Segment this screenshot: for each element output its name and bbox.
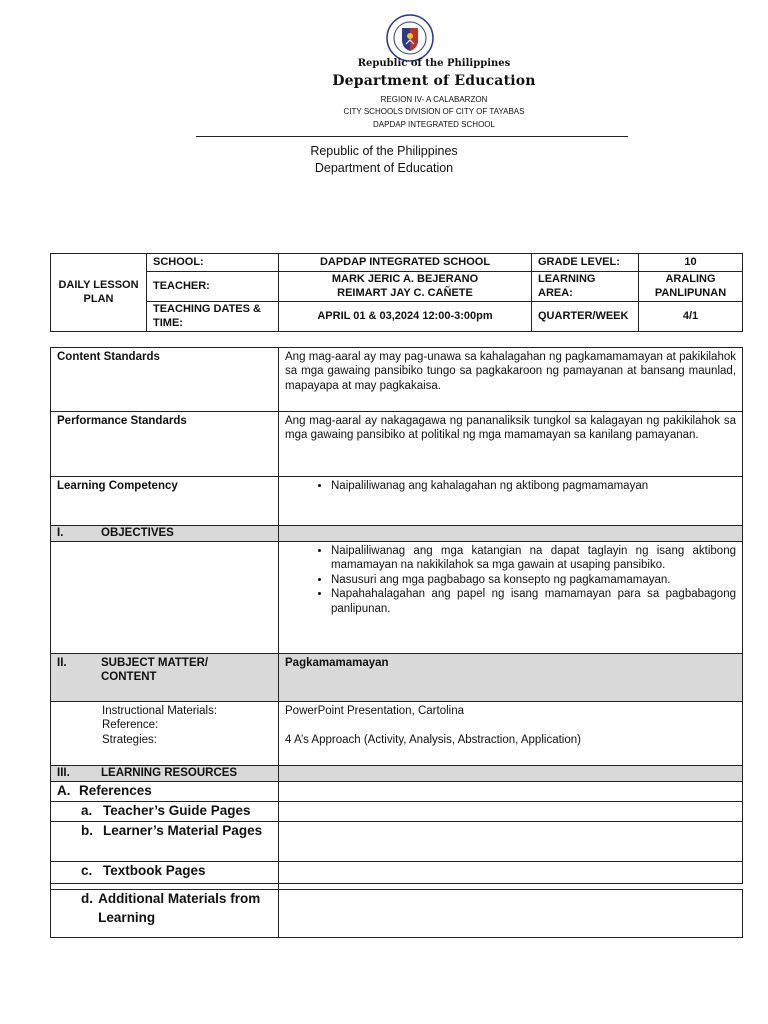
resources-heading-blank [279,766,743,782]
teacher-value [279,272,532,302]
objectives-heading [51,526,279,542]
subject-label-1: SUBJECT MATTER/ [101,657,209,669]
learners-material-letter: b. [81,822,93,838]
content-standards-text: Ang mag-aaral ay may pag-unawa sa kahalagahan ng pagkamamamayan at pakikilahok sa mga gawaing pansibiko tungo sa pagkakaroon ng pamayanan at bansang maunlad, mapayapa at may pagkakaisa. [279,348,743,412]
additional-materials-label: Additional Materials from Learning [98,890,261,925]
table-row [51,542,743,654]
table-row [51,861,743,883]
additional-materials-blank [279,889,743,937]
header-division: CITY SCHOOLS DIVISION OF CITY OF TAYABAS [343,107,525,116]
textbook-blank [279,861,743,883]
objectives-cell [279,542,743,654]
resources-label: LEARNING RESOURCES [101,767,238,779]
deped-seal-icon [386,14,434,62]
quarter-label: QUARTER/WEEK [532,302,639,332]
learning-competency-label: Learning Competency [51,477,279,526]
list-item: • Naipaliliwanag ang mga katangian na dapat taglayin ng isang aktibong mamamayan na nakikilahok sa mga gawain at usaping pansibiko. [331,544,736,573]
dates-label: TEACHING DATES & TIME: [147,302,279,332]
header-divider [196,136,628,137]
subject-heading [51,654,279,702]
materials-values [279,702,743,766]
strategies-value: 4 A’s Approach (Activity, Analysis, Abstraction, Application) [285,733,581,746]
table-row [51,889,743,937]
objectives-number: I. [57,527,64,539]
teachers-guide-blank [279,801,743,821]
objectives-blank [51,542,279,654]
resources-heading [51,766,279,782]
table-row [51,782,743,802]
quarter-value: 4/1 [639,302,743,332]
teachers-guide-cell [51,801,279,821]
objectives-label: OBJECTIVES [101,527,174,539]
dlp-title: DAILY LESSON PLAN [51,254,147,332]
subject-number: II. [57,657,67,669]
subheader-department: Department of Education [314,161,454,175]
school-label: SCHOOL: [147,254,279,272]
header-department: Department of Education [332,73,536,89]
header-republic: Republic of the Philippines [357,58,511,69]
resources-number: III. [57,767,70,779]
area-value: ARALING PANLIPUNAN [639,272,743,302]
materials-value: PowerPoint Presentation, Cartolina [285,705,464,717]
lesson-plan-table [50,347,743,938]
references-letter: A. [57,783,71,798]
teacher-name-2: REIMART JAY C. CAÑETE [337,286,473,299]
teachers-guide-letter: a. [81,802,93,818]
learners-material-blank [279,821,743,861]
additional-materials-cell [51,889,279,937]
subheader-republic: Republic of the Philippines [310,144,458,158]
performance-standards-label: Performance Standards [51,412,279,477]
additional-materials-letter: d. [81,890,93,906]
table-row [51,654,743,702]
learners-material-cell [51,821,279,861]
list-item: • Naipaliliwanag ang kahalagahan ng aktibong pagmamamayan [331,479,736,493]
teacher-label: TEACHER: [147,272,279,302]
subject-value: Pagkamamamayan [279,654,743,702]
learning-competency-list [285,479,736,493]
reference-label: Reference: [102,719,159,732]
table-row [51,526,743,542]
grade-value: 10 [639,254,743,272]
objectives-list [285,544,736,616]
table-row [51,801,743,821]
learners-material-label: Learner’s Material Pages [103,822,263,838]
materials-labels [51,702,279,766]
materials-label: Instructional Materials: [102,705,218,717]
table-row [51,412,743,477]
references-label: References [79,783,152,798]
header-region: REGION IV- A CALABARZON [380,95,488,104]
textbook-letter: c. [81,862,93,878]
objectives-heading-blank [279,526,743,542]
table-row [51,821,743,861]
dates-value: APRIL 01 & 03,2024 12:00-3:00pm [279,302,532,332]
subject-label-2: CONTENT [101,671,157,684]
table-row [51,477,743,526]
lesson-info-table [50,253,743,332]
learning-competency-cell [279,477,743,526]
textbook-label: Textbook Pages [103,862,206,878]
table-row [51,348,743,412]
performance-standards-text: Ang mag-aaral ay nakagagawa ng pananaliksik tungkol sa kalagayan ng pakikilahok sa mga gawaing pansibiko at politikal ng mga mamamayan sa kanilang pamayanan. [279,412,743,477]
table-row [51,766,743,782]
teachers-guide-label: Teacher’s Guide Pages [103,802,251,818]
content-standards-label: Content Standards [51,348,279,412]
teacher-name-1: MARK JERIC A. BEJERANO [331,272,479,285]
grade-label: GRADE LEVEL: [532,254,639,272]
references-blank [279,782,743,802]
references-label-cell [51,782,279,802]
table-row [51,702,743,766]
strategies-label: Strategies: [102,733,157,746]
school-value: DAPDAP INTEGRATED SCHOOL [279,254,532,272]
list-item: • Napahahalagahan ang papel ng isang mamamayan para sa pagbabagong panlipunan. [331,587,736,616]
area-label: LEARNING AREA: [532,272,639,302]
textbook-cell [51,861,279,883]
list-item: • Nasusuri ang mga pagbabago sa konsepto ng pagkamamamayan. [331,573,736,587]
header-school: DAPDAP INTEGRATED SCHOOL [373,120,495,129]
